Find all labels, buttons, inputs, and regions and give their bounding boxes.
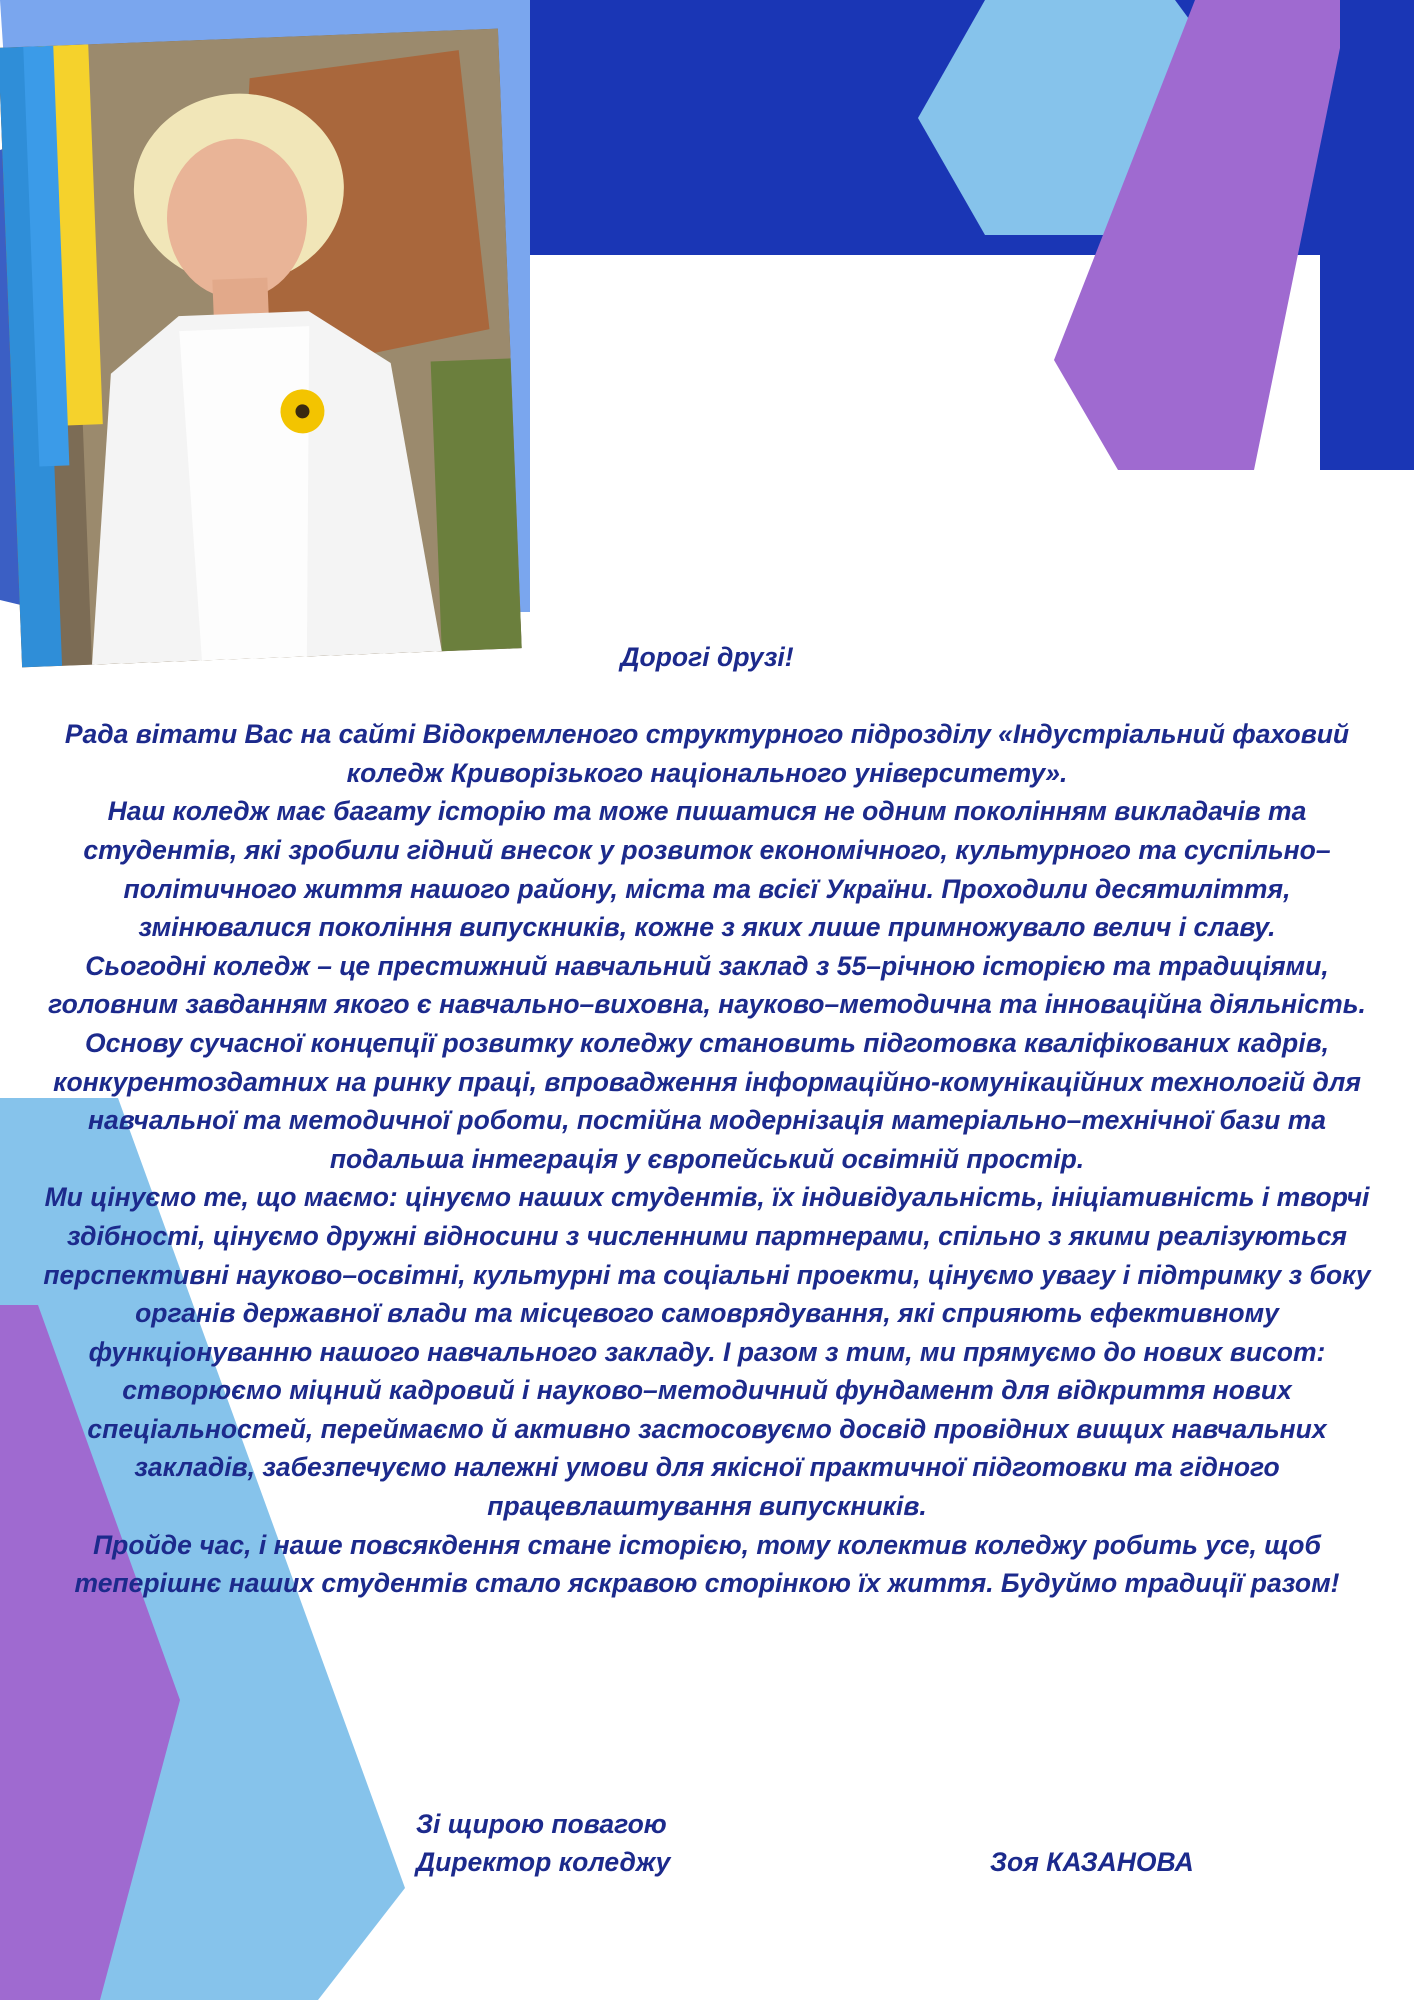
letter-paragraph: Наш коледж має багату історію та може пишатися не одним поколінням викладачів та студентів, які зробили гідний внесок у розвиток економічного, культурного та суспільно–політичного життя нашого району, міста та всієї України. Проходили десятиліття, змінювалися покоління випускників, кожне з яких лише примножувало велич і славу. [83,796,1331,943]
letter-paragraph: Сьогодні коледж – це престижний навчальний заклад з 55–річною історією та традиціями, головним завданням якого є навчально–виховна, науково–методична та інноваційна діяльність. Основу сучасної концепції розвитку коледжу становить підготовка кваліфікованих кадрів, конкурентоздатних на ринку праці, впровадження інформаційно-комунікаційних технологій для навчальної та методичної роботи, постійна модернізація матеріально–технічної бази та подальша інтеграція у європейський освітній простір. [48,950,1366,1174]
portrait-photo [0,0,540,660]
letter-paragraph: Ми цінуємо те, що маємо: цінуємо наших студентів, їх індивідуальність, ініціативність і творчі здібності, цінуємо дружні відносини з численними партнерами, спільно з якими реалізуються перспективні науково–освітні, культурні та соціальні проекти, цінуємо увагу і підтримку з боку органів державної влади та місцевого самоврядування, які сприяють ефективному функціонуванню нашого навчального закладу. І разом з тим, ми прямуємо до нових висот: створюємо міцний кадровий і науково–методичний фундамент для відкриття нових спеціальностей, переймаємо й активно застосовуємо досвід провідних вищих навчальних закладів, забезпечуємо належні умови для якісної практичної підготовки та гідного працевлаштування випускників. [43,1182,1371,1522]
letter-paragraph: Пройде час, і наше повсякдення стане історією, тому колектив коледжу робить усе, щоб теперішнє наших студентів стало яскравою сторінкою їх життя. Будуймо традиції разом! [74,1529,1340,1599]
letter-signoff [416,1805,670,1881]
photo-frame [0,29,522,668]
welcome-letter [40,638,1374,1603]
signer-position: Директор коледжу [416,1847,671,1877]
letter-greeting: Дорогі друзі! [620,642,794,672]
portrait-illustration [0,29,522,668]
letter-closing: Зі щирою повагою [416,1809,667,1839]
letter-paragraph: Рада вітати Вас на сайті Відокремленого структурного підрозділу «Індустріальний фаховий коледж Криворізького національного університету». [64,719,1350,788]
signer-name: Зоя КАЗАНОВА [990,1847,1194,1877]
